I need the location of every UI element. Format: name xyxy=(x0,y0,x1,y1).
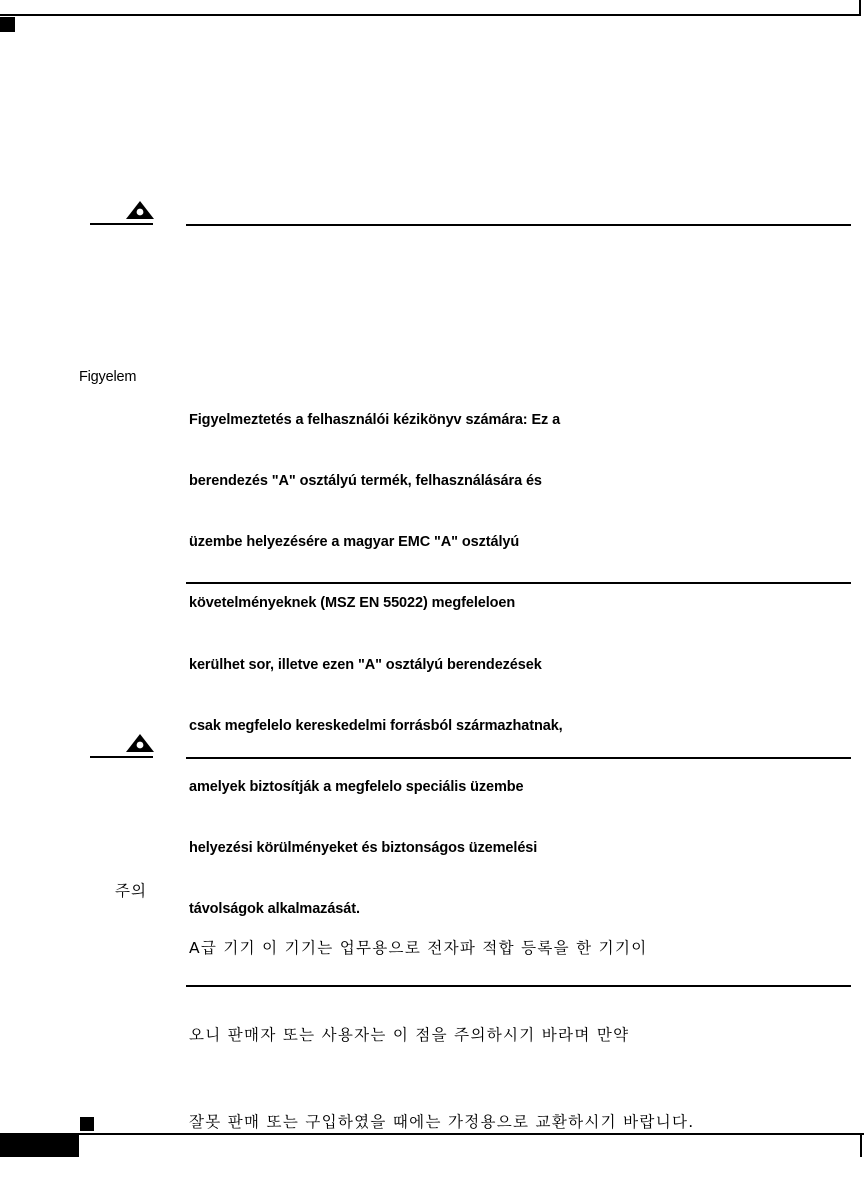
warning-text-line: berendezés "A" osztályú termék, felhasználására és xyxy=(189,473,542,490)
warning-text-line: 잘못 판매 또는 구입하였을 때에는 가정용으로 교환하시기 바랍니다. xyxy=(189,1113,695,1131)
warning-text-line: 오니 판매자 또는 사용자는 이 점을 주의하시기 바라며 만약 xyxy=(189,1026,630,1044)
warning-text-line: kerülhet sor, illetve ezen "A" osztályú berendezések xyxy=(189,656,542,673)
warning-text xyxy=(189,369,563,961)
caution-triangle-icon xyxy=(125,200,155,220)
top-rule xyxy=(0,14,860,16)
warning-bottom-rule xyxy=(186,985,851,987)
warning-text-line: Figyelmeztetés a felhasználói kézikönyv számára: Ez a xyxy=(189,411,561,428)
warning-text-line: A급 기기 이 기기는 업무용으로 전자파 적합 등록을 한 기기이 xyxy=(189,939,648,957)
warning-label: 주의 xyxy=(115,882,147,900)
page-number-block xyxy=(0,1133,79,1157)
warning-text-line: követelményeknek (MSZ EN 55022) megfeleloen xyxy=(189,595,516,612)
warning-text-line: távolságok alkalmazását. xyxy=(189,901,360,918)
warning-text-line: csak megfelelo kereskedelmi forrásból származhatnak, xyxy=(189,717,563,734)
warning-top-short-rule xyxy=(90,756,153,758)
warning-top-rule xyxy=(186,757,851,759)
warning-text-line: amelyek biztosítják a megfelelo speciális üzembe xyxy=(189,779,524,796)
warning-text-line: helyezési körülményeket és biztonságos üzemelési xyxy=(189,840,538,857)
warning-text-line: üzembe helyezésére a magyar EMC "A" osztályú xyxy=(189,534,520,551)
bottom-corner-mark xyxy=(80,1117,94,1131)
warning-top-rule xyxy=(186,224,851,226)
warning-label: Figyelem xyxy=(79,369,137,385)
warning-text xyxy=(189,876,694,1195)
top-corner-mark xyxy=(0,17,15,32)
bottom-rule xyxy=(0,1133,864,1135)
warning-top-short-rule xyxy=(90,223,153,225)
bottom-rule-end-tick xyxy=(860,1133,862,1157)
caution-triangle-icon xyxy=(125,733,155,753)
top-rule-end-tick xyxy=(859,0,861,16)
warning-bottom-rule xyxy=(186,582,851,584)
